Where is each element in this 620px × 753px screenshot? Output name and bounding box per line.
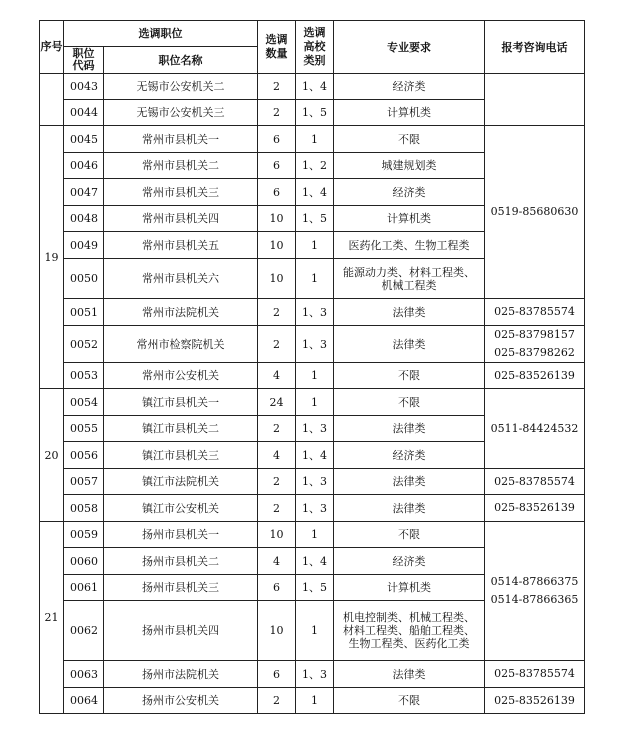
major-cell bbox=[334, 153, 485, 179]
position-name-cell: 常州市县机关六 bbox=[104, 259, 258, 299]
position-name-cell: 常州市县机关五 bbox=[104, 232, 258, 259]
major-cell bbox=[334, 442, 485, 469]
position-name-cell: 扬州市县机关三 bbox=[104, 575, 258, 601]
major-line: 法律类 bbox=[392, 501, 426, 515]
table-row bbox=[40, 326, 585, 363]
header-major: 专业要求 bbox=[334, 21, 485, 74]
position-code-cell: 0059 bbox=[64, 522, 104, 548]
major-cell bbox=[334, 601, 485, 661]
table-row bbox=[40, 522, 585, 548]
major-line: 计算机类 bbox=[387, 106, 431, 119]
school-cell: 1 bbox=[296, 688, 334, 714]
major-cell bbox=[334, 100, 485, 126]
phone-number: 025-83526139 bbox=[494, 693, 575, 707]
count-cell: 6 bbox=[258, 126, 296, 153]
major-line: 法律类 bbox=[392, 422, 426, 435]
phone-cell bbox=[485, 688, 585, 714]
position-code-cell: 0048 bbox=[64, 206, 104, 232]
phone-number: 025-83798262 bbox=[494, 346, 575, 359]
school-cell: 1 bbox=[296, 522, 334, 548]
count-cell: 6 bbox=[258, 179, 296, 206]
major-cell bbox=[334, 179, 485, 206]
major-line: 不限 bbox=[398, 369, 420, 382]
position-code-cell: 0062 bbox=[64, 601, 104, 661]
major-line: 法律类 bbox=[392, 667, 426, 681]
school-cell: 1、3 bbox=[296, 299, 334, 326]
position-name-cell: 扬州市公安机关 bbox=[104, 688, 258, 714]
major-cell bbox=[334, 126, 485, 153]
count-cell: 2 bbox=[258, 469, 296, 495]
school-cell: 1、3 bbox=[296, 416, 334, 442]
phone-number: 0511-84424532 bbox=[490, 421, 579, 435]
position-name-cell: 常州市县机关四 bbox=[104, 206, 258, 232]
school-cell: 1、4 bbox=[296, 548, 334, 575]
position-code-cell: 0043 bbox=[64, 74, 104, 100]
count-cell: 6 bbox=[258, 661, 296, 688]
school-cell: 1 bbox=[296, 601, 334, 661]
table-row bbox=[40, 126, 585, 153]
phone-number: 0519-85680630 bbox=[490, 205, 579, 218]
school-cell: 1 bbox=[296, 389, 334, 416]
phone-cell bbox=[485, 495, 585, 522]
major-line: 法律类 bbox=[392, 305, 426, 319]
position-code-cell: 0055 bbox=[64, 416, 104, 442]
major-cell bbox=[334, 575, 485, 601]
count-cell: 2 bbox=[258, 416, 296, 442]
phone-cell bbox=[485, 299, 585, 326]
major-line: 计算机类 bbox=[387, 581, 431, 594]
major-cell bbox=[334, 548, 485, 575]
school-cell: 1、3 bbox=[296, 326, 334, 363]
phone-cell bbox=[485, 126, 585, 299]
school-cell: 1、3 bbox=[296, 661, 334, 688]
position-name-cell: 扬州市法院机关 bbox=[104, 661, 258, 688]
major-cell bbox=[334, 416, 485, 442]
count-cell: 10 bbox=[258, 259, 296, 299]
table-row bbox=[40, 495, 585, 522]
phone-number: 025-83798157 bbox=[494, 328, 575, 341]
position-code-cell: 0051 bbox=[64, 299, 104, 326]
count-cell: 6 bbox=[258, 575, 296, 601]
position-name-cell: 常州市县机关一 bbox=[104, 126, 258, 153]
phone-number: 025-83526139 bbox=[494, 501, 575, 514]
major-line: 生物工程类、医药化工类 bbox=[348, 637, 470, 650]
school-cell: 1、2 bbox=[296, 153, 334, 179]
position-code-cell: 0061 bbox=[64, 575, 104, 601]
school-cell: 1 bbox=[296, 232, 334, 259]
major-cell bbox=[334, 522, 485, 548]
table-row bbox=[40, 661, 585, 688]
header-phone: 报考咨询电话 bbox=[485, 21, 585, 74]
major-cell bbox=[334, 206, 485, 232]
header-count: 选调数量 bbox=[258, 21, 296, 74]
count-cell: 2 bbox=[258, 100, 296, 126]
position-name-cell: 常州市公安机关 bbox=[104, 363, 258, 389]
school-cell: 1、3 bbox=[296, 495, 334, 522]
count-cell: 4 bbox=[258, 363, 296, 389]
phone-cell bbox=[485, 326, 585, 363]
school-cell: 1、5 bbox=[296, 100, 334, 126]
position-code-cell: 0058 bbox=[64, 495, 104, 522]
major-line: 医药化工类、生物工程类 bbox=[348, 238, 470, 252]
major-line: 不限 bbox=[398, 132, 420, 146]
position-name-cell: 镇江市县机关三 bbox=[104, 442, 258, 469]
school-cell: 1、4 bbox=[296, 442, 334, 469]
count-cell: 10 bbox=[258, 232, 296, 259]
school-cell: 1、4 bbox=[296, 74, 334, 100]
table-row bbox=[40, 363, 585, 389]
school-cell: 1、5 bbox=[296, 206, 334, 232]
position-code-cell: 0056 bbox=[64, 442, 104, 469]
phone-cell bbox=[485, 389, 585, 469]
school-cell: 1、4 bbox=[296, 179, 334, 206]
major-cell bbox=[334, 469, 485, 495]
position-code-cell: 0049 bbox=[64, 232, 104, 259]
major-cell bbox=[334, 299, 485, 326]
major-cell bbox=[334, 232, 485, 259]
major-cell bbox=[334, 389, 485, 416]
school-cell: 1 bbox=[296, 259, 334, 299]
major-cell bbox=[334, 363, 485, 389]
position-name-cell: 扬州市县机关四 bbox=[104, 601, 258, 661]
major-line: 机械工程类 bbox=[381, 278, 437, 292]
position-name-cell: 镇江市县机关二 bbox=[104, 416, 258, 442]
major-line: 法律类 bbox=[392, 337, 426, 351]
position-code-cell: 0063 bbox=[64, 661, 104, 688]
count-cell: 2 bbox=[258, 299, 296, 326]
major-line: 机电控制类、机械工程类、 bbox=[343, 611, 475, 624]
count-cell: 2 bbox=[258, 688, 296, 714]
major-line: 计算机类 bbox=[387, 212, 431, 225]
major-cell bbox=[334, 74, 485, 100]
header-name: 职位名称 bbox=[104, 47, 258, 74]
major-line: 经济类 bbox=[392, 554, 426, 568]
major-line: 能源动力类、材料工程类、 bbox=[343, 265, 475, 279]
count-cell: 10 bbox=[258, 206, 296, 232]
header-code: 职位代码 bbox=[64, 47, 104, 74]
phone-number: 0514-87866365 bbox=[490, 593, 579, 606]
table-row bbox=[40, 299, 585, 326]
phone-cell bbox=[485, 74, 585, 126]
header-seq: 序号 bbox=[40, 21, 64, 74]
major-line: 不限 bbox=[398, 395, 420, 409]
position-code-cell: 0052 bbox=[64, 326, 104, 363]
position-code-cell: 0054 bbox=[64, 389, 104, 416]
count-cell: 24 bbox=[258, 389, 296, 416]
position-name-cell: 常州市县机关三 bbox=[104, 179, 258, 206]
seq-cell: 21 bbox=[40, 522, 64, 714]
count-cell: 6 bbox=[258, 153, 296, 179]
position-code-cell: 0064 bbox=[64, 688, 104, 714]
major-line: 不限 bbox=[398, 528, 420, 541]
position-name-cell: 常州市县机关二 bbox=[104, 153, 258, 179]
phone-cell bbox=[485, 661, 585, 688]
school-cell: 1、5 bbox=[296, 575, 334, 601]
phone-number: 0514-87866375 bbox=[490, 575, 579, 588]
phone-cell bbox=[485, 363, 585, 389]
position-code-cell: 0060 bbox=[64, 548, 104, 575]
major-cell bbox=[334, 661, 485, 688]
table-row bbox=[40, 688, 585, 714]
major-line: 材料工程类、船舶工程类、 bbox=[343, 624, 475, 637]
table-row bbox=[40, 469, 585, 495]
position-name-cell: 常州市检察院机关 bbox=[104, 326, 258, 363]
count-cell: 4 bbox=[258, 442, 296, 469]
major-cell bbox=[334, 495, 485, 522]
position-name-cell: 常州市法院机关 bbox=[104, 299, 258, 326]
header-position-group: 选调职位 bbox=[64, 21, 258, 47]
header-school: 选调高校类别 bbox=[296, 21, 334, 74]
position-name-cell: 无锡市公安机关二 bbox=[104, 74, 258, 100]
phone-number: 025-83785574 bbox=[494, 667, 575, 680]
position-code-cell: 0044 bbox=[64, 100, 104, 126]
table-body bbox=[40, 74, 585, 714]
count-cell: 2 bbox=[258, 495, 296, 522]
position-code-cell: 0057 bbox=[64, 469, 104, 495]
table-row bbox=[40, 389, 585, 416]
phone-cell bbox=[485, 469, 585, 495]
position-name-cell: 无锡市公安机关三 bbox=[104, 100, 258, 126]
position-name-cell: 扬州市县机关二 bbox=[104, 548, 258, 575]
seq-cell bbox=[40, 74, 64, 126]
position-name-cell: 扬州市县机关一 bbox=[104, 522, 258, 548]
major-line: 经济类 bbox=[392, 80, 426, 93]
major-cell bbox=[334, 259, 485, 299]
school-cell: 1、3 bbox=[296, 469, 334, 495]
position-name-cell: 镇江市法院机关 bbox=[104, 469, 258, 495]
phone-number: 025-83785574 bbox=[494, 474, 575, 488]
position-name-cell: 镇江市公安机关 bbox=[104, 495, 258, 522]
major-cell bbox=[334, 326, 485, 363]
count-cell: 2 bbox=[258, 74, 296, 100]
position-code-cell: 0046 bbox=[64, 153, 104, 179]
school-cell: 1 bbox=[296, 126, 334, 153]
position-table bbox=[39, 20, 585, 714]
seq-cell: 19 bbox=[40, 126, 64, 389]
major-cell bbox=[334, 688, 485, 714]
major-line: 法律类 bbox=[392, 475, 426, 488]
position-name-cell: 镇江市县机关一 bbox=[104, 389, 258, 416]
count-cell: 10 bbox=[258, 601, 296, 661]
major-line: 经济类 bbox=[392, 448, 426, 462]
phone-number: 025-83785574 bbox=[494, 305, 575, 318]
position-code-cell: 0047 bbox=[64, 179, 104, 206]
phone-number: 025-83526139 bbox=[494, 368, 575, 382]
phone-cell bbox=[485, 522, 585, 661]
count-cell: 4 bbox=[258, 548, 296, 575]
major-line: 城建规划类 bbox=[381, 159, 437, 172]
school-cell: 1 bbox=[296, 363, 334, 389]
major-line: 经济类 bbox=[392, 185, 426, 199]
major-line: 不限 bbox=[398, 694, 420, 707]
seq-cell: 20 bbox=[40, 389, 64, 522]
count-cell: 10 bbox=[258, 522, 296, 548]
table-row bbox=[40, 74, 585, 100]
position-code-cell: 0050 bbox=[64, 259, 104, 299]
count-cell: 2 bbox=[258, 326, 296, 363]
position-code-cell: 0053 bbox=[64, 363, 104, 389]
position-code-cell: 0045 bbox=[64, 126, 104, 153]
